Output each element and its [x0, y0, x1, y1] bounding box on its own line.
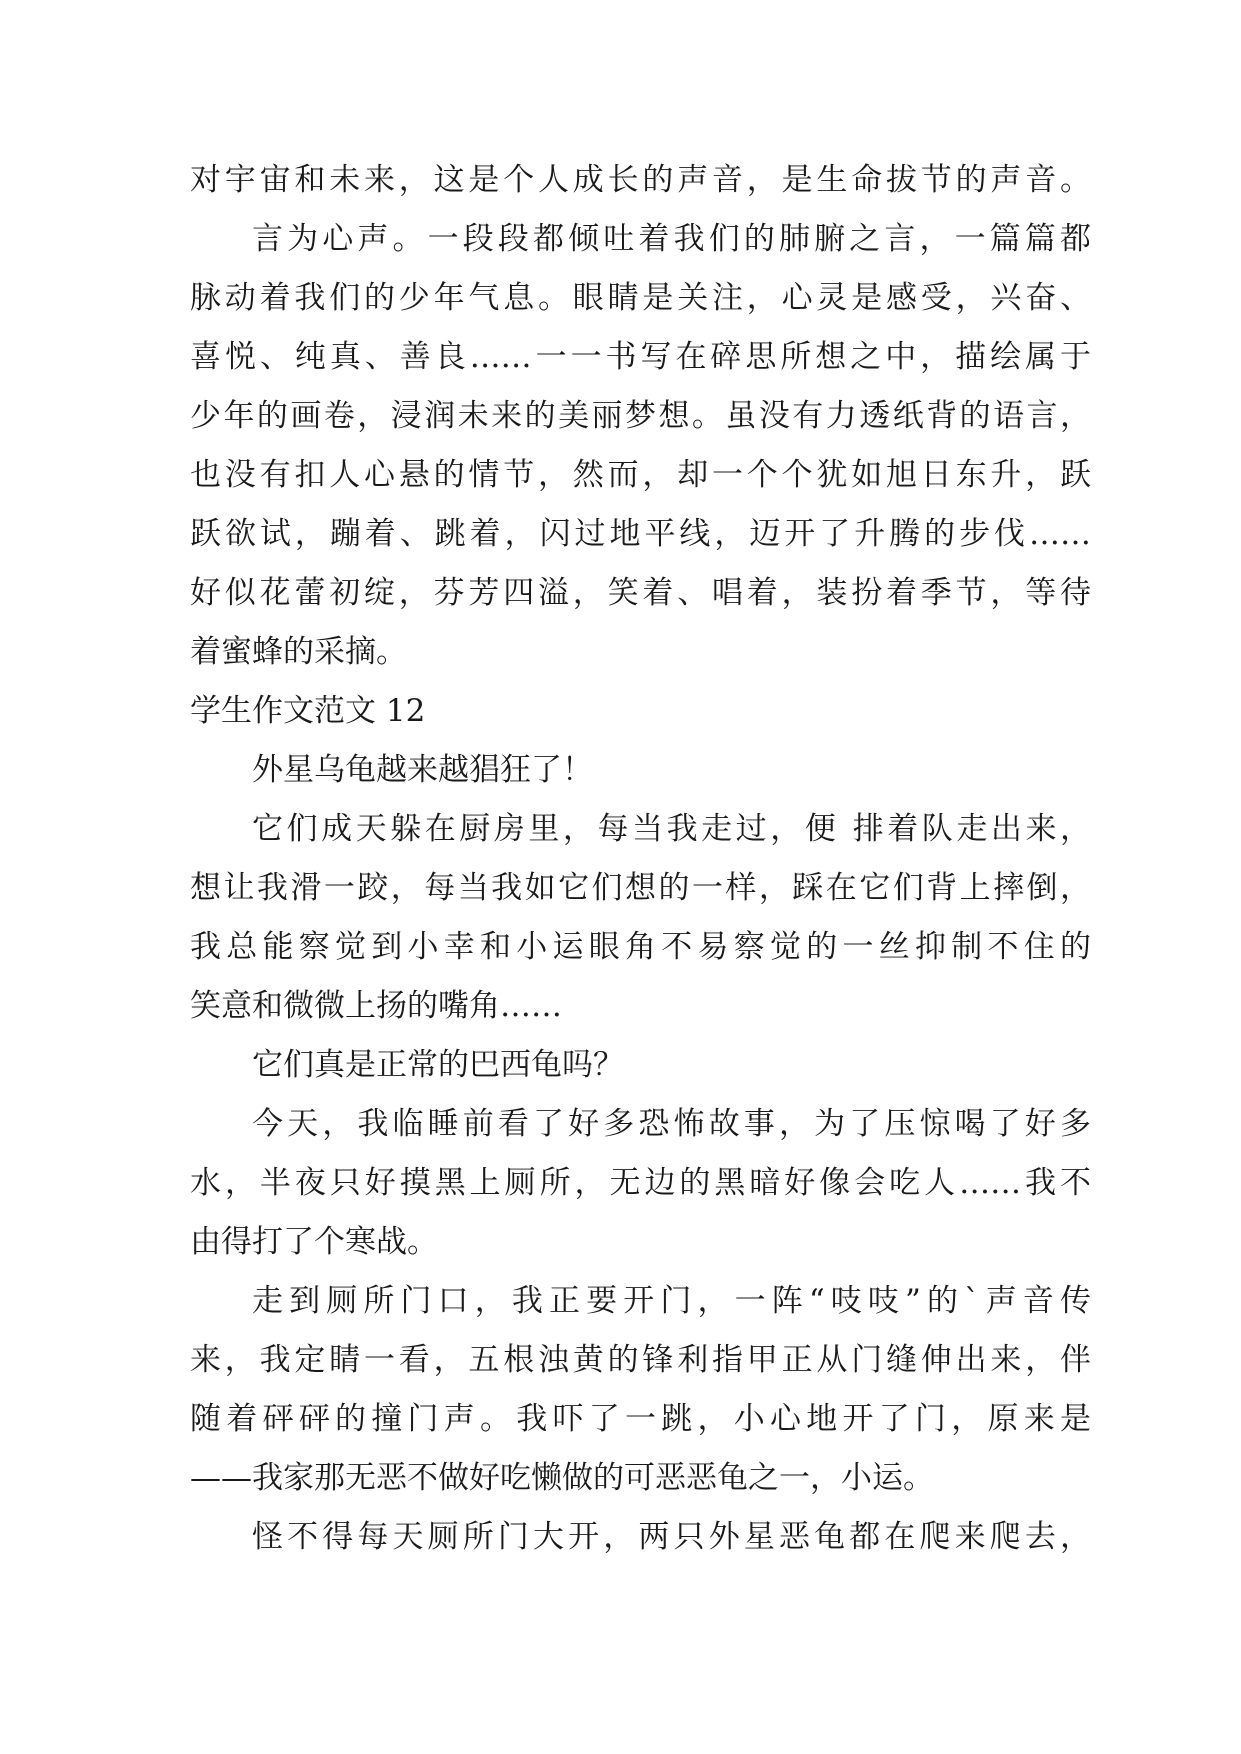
body-line: 我总能察觉到小幸和小运眼角不易察觉的一丝抑制不住的	[190, 929, 1091, 965]
body-line: 想让我滑一跤，每当我如它们想的一样，踩在它们背上摔倒，	[190, 870, 1091, 906]
body-line: 笑意和微微上扬的嘴角……	[190, 988, 562, 1024]
body-line: 喜悦、纯真、善良……一一书写在碎思所想之中，描绘属于	[190, 339, 1091, 375]
body-line: 水，半夜只好摸黑上厕所，无边的黑暗好像会吃人……我不	[190, 1165, 1091, 1201]
body-line: 随着砰砰的撞门声。我吓了一跳，小心地开了门，原来是	[190, 1401, 1091, 1437]
body-line: 由得打了个寒战。	[190, 1224, 438, 1260]
body-line: 着蜜蜂的采摘。	[190, 634, 407, 670]
body-line: 对宇宙和未来，这是个人成长的声音，是生命拔节的声音。	[190, 162, 1091, 198]
paragraph-line: 它们真是正常的巴西龟吗？	[252, 1047, 624, 1083]
body-line: 也没有扣人心悬的情节，然而，却一个个犹如旭日东升，跃	[190, 457, 1091, 493]
body-line: 跃欲试，蹦着、跳着，闪过地平线，迈开了升腾的步伐……	[190, 516, 1091, 552]
body-line: 少年的画卷，浸润未来的美丽梦想。虽没有力透纸背的语言，	[190, 398, 1091, 434]
body-line: ——我家那无恶不做好吃懒做的可恶恶龟之一，小运。	[190, 1460, 934, 1496]
body-line: 脉动着我们的少年气息。眼睛是关注，心灵是感受，兴奋、	[190, 280, 1091, 316]
body-line: 好似花蕾初绽，芬芳四溢，笑着、唱着，装扮着季节，等待	[190, 575, 1091, 611]
paragraph-line: 怪不得每天厕所门大开，两只外星恶龟都在爬来爬去，	[252, 1519, 1091, 1555]
paragraph-line: 它们成天躲在厨房里，每当我走过，便 排着队走出来，	[252, 811, 1091, 847]
paragraph-line: 今天，我临睡前看了好多恐怖故事，为了压惊喝了好多	[252, 1106, 1091, 1142]
paragraph-line: 走到厕所门口，我正要开门，一阵“吱吱”的`声音传	[252, 1283, 1091, 1319]
paragraph-line: 言为心声。一段段都倾吐着我们的肺腑之言，一篇篇都	[252, 221, 1091, 257]
section-heading: 学生作文范文 12	[190, 693, 426, 729]
paragraph-line: 外星乌龟越来越猖狂了！	[252, 752, 593, 788]
body-line: 来，我定睛一看，五根浊黄的锋利指甲正从门缝伸出来，伴	[190, 1342, 1091, 1378]
